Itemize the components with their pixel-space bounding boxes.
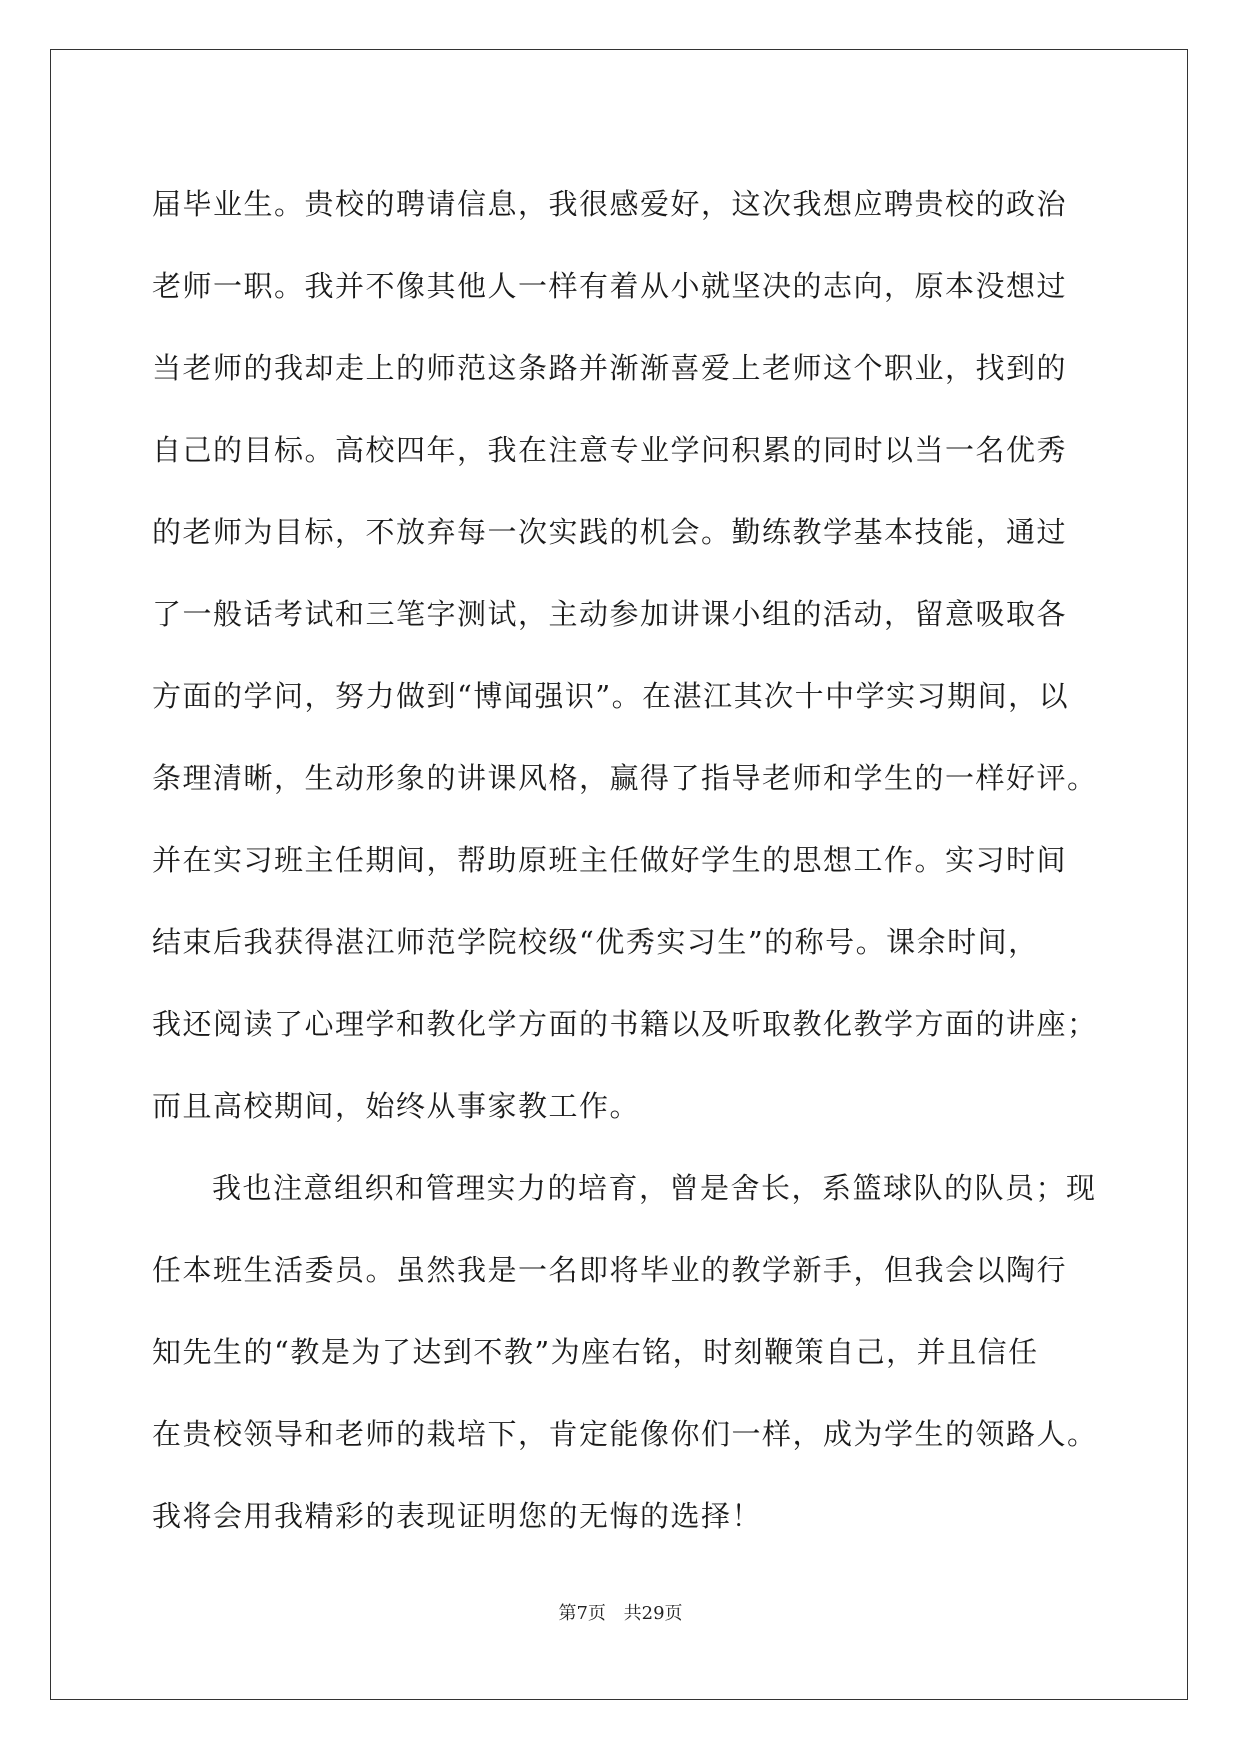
text-line: 当老师的我却走上的师范这条路并渐渐喜爱上老师这个职业，找到的 [152,351,1068,385]
text-line: 届毕业生。贵校的聘请信息，我很感爱好，这次我想应聘贵校的政治 [152,187,1068,221]
text-line: 老师一职。我并不像其他人一样有着从小就坚决的志向，原本没想过 [152,269,1068,303]
text-line: 我还阅读了心理学和教化学方面的书籍以及听取教化教学方面的讲座； [152,1007,1098,1041]
page-footer [0,1599,1241,1625]
text-line: 结束后我获得湛江师范学院校级“优秀实习生”的称号。课余时间， [152,925,1039,959]
text-line: 并在实习班主任期间，帮助原班主任做好学生的思想工作。实习时间 [152,843,1068,877]
text-line: 条理清晰，生动形象的讲课风格，赢得了指导老师和学生的一样好评。 [152,761,1098,795]
text-line: 方面的学问，努力做到“博闻强识”。在湛江其次十中学实习期间，以 [152,679,1070,713]
text-line: 我将会用我精彩的表现证明您的无悔的选择！ [152,1499,763,1533]
page-total: 共29页 [623,1603,683,1624]
body-text [152,163,1097,1557]
text-line: 知先生的“教是为了达到不教”为座右铭，时刻鞭策自己，并且信任 [152,1335,1039,1369]
text-line: 了一般话考试和三笔字测试，主动参加讲课小组的活动，留意吸取各 [152,597,1068,631]
page-number: 第7页 [558,1603,606,1624]
text-line: 自己的目标。高校四年，我在注意专业学问积累的同时以当一名优秀 [152,433,1068,467]
text-line: 任本班生活委员。虽然我是一名即将毕业的教学新手，但我会以陶行 [152,1253,1068,1287]
text-line: 而且高校期间，始终从事家教工作。 [152,1089,641,1123]
text-line-paragraph-start: 我也注意组织和管理实力的培育，曾是舍长，系篮球队的队员；现 [212,1171,1097,1205]
text-line: 的老师为目标，不放弃每一次实践的机会。勤练教学基本技能，通过 [152,515,1068,549]
text-line: 在贵校领导和老师的栽培下，肯定能像你们一样，成为学生的领路人。 [152,1417,1098,1451]
